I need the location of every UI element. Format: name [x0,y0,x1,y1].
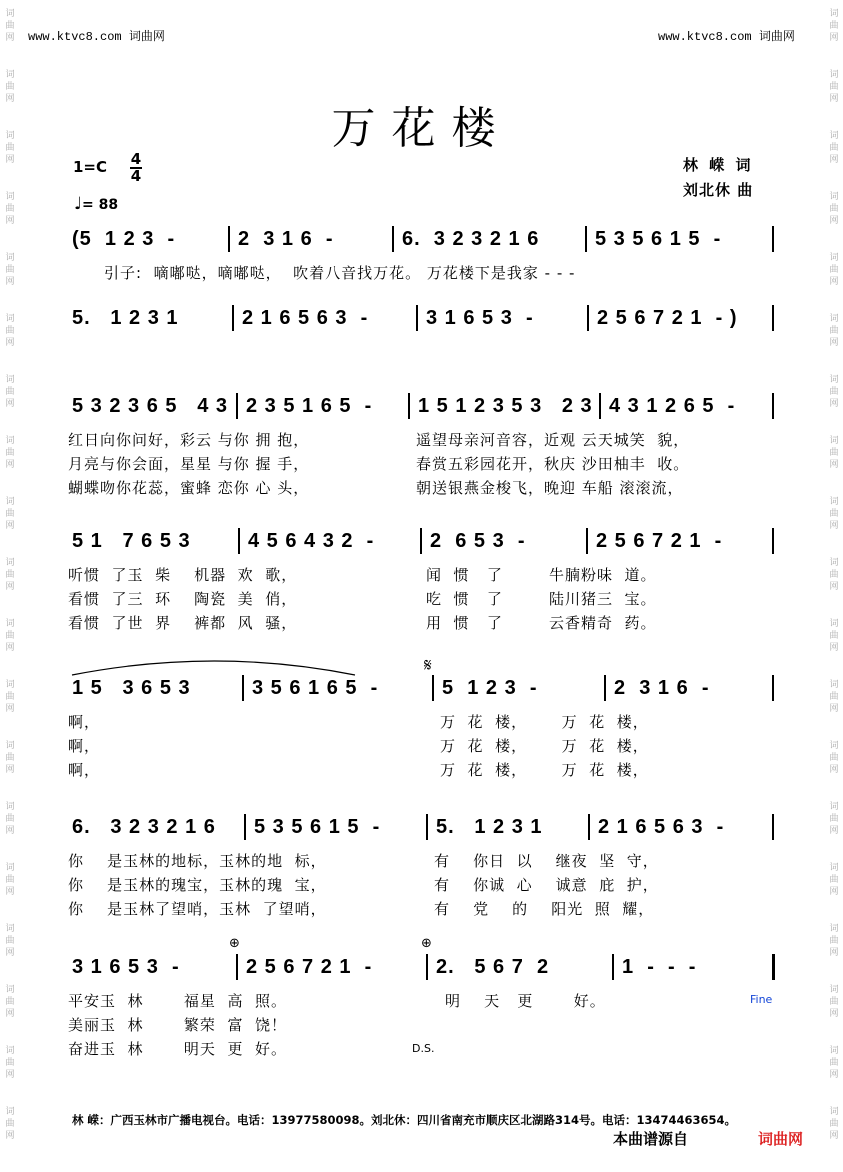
barline [772,814,774,840]
lyric-line: 啊， [68,737,101,755]
lyric-line: 奋进玉 林 明天 更 好。 [68,1040,287,1058]
measure: 2 5 6 7 2 1 - [246,956,373,978]
barline [408,393,410,419]
watermark-text: 词 曲 网 [829,802,839,836]
barline [244,814,246,840]
right-watermark-strip [826,0,842,1172]
watermark-text: 词 曲 网 [829,192,839,226]
measure: 2 3 1 6 - [238,228,334,250]
measure: 2 1 6 5 6 3 - [242,307,369,329]
footer-brand: 词曲网 [758,1130,804,1148]
lyric-line: 美丽玉 林 繁荣 富 饶！ [68,1016,287,1034]
barline [587,305,589,331]
url-right: www.ktvc8.com 词曲网 [658,30,795,44]
tempo [74,194,118,214]
watermark-text: 词 曲 网 [829,131,839,165]
measure: 5 1 2 3 - [442,677,538,699]
measure: 5 3 5 6 1 5 - [254,816,381,838]
watermark-text: 词 曲 网 [829,1046,839,1080]
ds-mark: D.S. [412,1042,435,1055]
lyric-line: 春赏五彩园花开，秋庆 沙田柚丰 收。 [416,455,690,473]
lyric-line: 有 你日 以 继夜 坚 守， [434,852,659,870]
measure: 6. 3 2 3 2 1 6 [402,228,540,250]
measure: 5. 1 2 3 1 [72,307,179,329]
lyric-line: 啊， [68,713,101,731]
watermark-text: 词 曲 网 [829,9,839,43]
watermark-text: 词 曲 网 [829,619,839,653]
footer-source: 本曲谱源自 [613,1130,689,1148]
lyric-line: 遥望母亲河音容，近观 云天城笑 貌， [416,431,690,449]
measure: 2 5 6 7 2 1 - ) [597,307,738,329]
watermark-text: 词 曲 网 [5,802,15,836]
coda-sign-2: ⊕ [421,936,432,951]
barline [604,675,606,701]
barline [772,675,774,701]
watermark-text: 词 曲 网 [5,497,15,531]
watermark-text: 词 曲 网 [5,1107,15,1141]
measure: 2 1 6 5 6 3 - [598,816,725,838]
barline [392,226,394,252]
measure: 2 5 6 7 2 1 - [596,530,723,552]
barline [242,675,244,701]
measure: 3 1 6 5 3 - [426,307,534,329]
watermark-text: 词 曲 网 [5,253,15,287]
lyric-line: 看惯 了三 环 陶瓷 美 俏， [68,590,298,608]
lyric-line: 吃 惯 了 陆川猪三 宝。 [426,590,657,608]
watermark-text: 词 曲 网 [5,314,15,348]
watermark-text: 词 曲 网 [829,680,839,714]
watermark-text: 词 曲 网 [829,924,839,958]
barline [426,814,428,840]
measure: 2 6 5 3 - [430,530,526,552]
measure: 5. 1 2 3 1 [436,816,543,838]
watermark-text: 词 曲 网 [829,863,839,897]
lyric-line: 万 花 楼， 万 花 楼， [440,737,649,755]
watermark-text: 词 曲 网 [5,9,15,43]
watermark-text: 词 曲 网 [829,497,839,531]
watermark-text: 词 曲 网 [829,985,839,1019]
measure: 5 3 2 3 6 5 4 3 [72,395,228,417]
watermark-text: 词 曲 网 [829,558,839,592]
lyric-line: 看惯 了世 界 裤都 风 骚， [68,614,298,632]
watermark-text: 词 曲 网 [5,680,15,714]
lyric-line: 万 花 楼， 万 花 楼， [440,713,649,731]
quarter-note-icon: ♩ [74,194,83,214]
measure: 5 3 5 6 1 5 - [595,228,722,250]
measure: 1 - - - [622,956,697,978]
left-watermark-strip [2,0,18,1172]
lyric-line: 闻 惯 了 牛腩粉味 道。 [426,566,657,584]
footer-contact: 林 嵘：广西玉林市广播电视台。电话：13977580098。刘北休：四川省南充市顺庆区北湖路314号。电话：13474463654。 [72,1113,737,1127]
lyricist-credit: 林 嵘 词 [683,156,754,174]
watermark-text: 词 曲 网 [5,619,15,653]
barline [238,528,240,554]
measure: (5 1 2 3 - [72,228,176,250]
watermark-text: 词 曲 网 [829,1107,839,1141]
measure: 5 1 7 6 5 3 [72,530,191,552]
lyric-line: 明 天 更 好。 [445,992,606,1010]
time-signature [130,152,142,184]
barline [416,305,418,331]
segno-sign: 𝄋 [424,655,432,676]
lyric-line: 你 是玉林了望哨，玉林 了望哨， [68,900,327,918]
lyric-line: 有 你诚 心 诚意 庇 护， [434,876,659,894]
watermark-text: 词 曲 网 [5,558,15,592]
watermark-text: 词 曲 网 [829,70,839,104]
watermark-text: 词 曲 网 [5,924,15,958]
watermark-text: 词 曲 网 [5,70,15,104]
song-title: 万花楼 [331,103,512,154]
barline [586,528,588,554]
barline [228,226,230,252]
barline [420,528,422,554]
barline [232,305,234,331]
lyric-line: 红日向你问好，彩云 与你 拥 抱， [68,431,310,449]
time-signature-top: 4 [130,150,142,168]
barline [772,305,774,331]
watermark-text: 词 曲 网 [829,314,839,348]
watermark-text: 词 曲 网 [5,1046,15,1080]
measure: 1 5 1 2 3 5 3 2 3 [418,395,593,417]
lyric-line: 你 是玉林的地标，玉林的地 标， [68,852,327,870]
lyric-line: 平安玉 林 福星 高 照。 [68,992,287,1010]
lyric-line: 有 党 的 阳光 照 耀， [434,900,655,918]
barline [588,814,590,840]
phrase-slur [70,655,360,677]
measure: 1 5 3 6 5 3 [72,677,191,699]
measure: 4 3 1 2 6 5 - [609,395,736,417]
lyric-line: 啊， [68,761,101,779]
measure: 2. 5 6 7 2 [436,956,550,978]
lyric-line: 蝴蝶吻你花蕊，蜜蜂 恋你 心 头， [68,479,310,497]
lyric-line: 听惯 了玉 柴 机器 欢 歌， [68,566,298,584]
watermark-text: 词 曲 网 [829,436,839,470]
lyric-line: 引子: 嘀嘟哒，嘀嘟哒， 吹着八音找万花。 万花楼下是我家 - - - [104,264,576,282]
lyric-line: 万 花 楼， 万 花 楼， [440,761,649,779]
lyric-line: 用 惯 了 云香精奇 药。 [426,614,657,632]
composer-credit: 刘北休 曲 [683,181,754,199]
measure: 4 5 6 4 3 2 - [248,530,375,552]
barline [612,954,614,980]
lyric-line: 你 是玉林的瑰宝，玉林的瑰 宝， [68,876,327,894]
barline [432,675,434,701]
tempo-value: = 88 [82,197,119,213]
watermark-text: 词 曲 网 [829,375,839,409]
barline [772,226,774,252]
key-signature: 1=C [73,158,108,176]
watermark-text: 词 曲 网 [5,863,15,897]
watermark-text: 词 曲 网 [5,436,15,470]
watermark-text: 词 曲 网 [5,375,15,409]
time-signature-bottom: 4 [130,167,142,185]
measure: 2 3 5 1 6 5 - [246,395,373,417]
barline [772,393,774,419]
barline [772,528,774,554]
watermark-text: 词 曲 网 [829,741,839,775]
barline [426,954,428,980]
watermark-text: 词 曲 网 [829,253,839,287]
measure: 6. 3 2 3 2 1 6 [72,816,216,838]
barline [236,393,238,419]
lyric-line: 朝送银燕金梭飞，晚迎 车船 滚滚流， [416,479,684,497]
coda-sign-1: ⊕ [229,936,240,951]
barline [585,226,587,252]
fine-mark: Fine [750,993,773,1006]
lyric-line: 月亮与你会面，星星 与你 握 手， [68,455,310,473]
barline [236,954,238,980]
watermark-text: 词 曲 网 [5,985,15,1019]
measure: 3 5 6 1 6 5 - [252,677,379,699]
measure: 3 1 6 5 3 - [72,956,180,978]
measure: 2 3 1 6 - [614,677,710,699]
watermark-text: 词 曲 网 [5,131,15,165]
watermark-text: 词 曲 网 [5,741,15,775]
barline [772,954,775,980]
url-left: www.ktvc8.com 词曲网 [28,30,165,44]
watermark-text: 词 曲 网 [5,192,15,226]
barline [599,393,601,419]
